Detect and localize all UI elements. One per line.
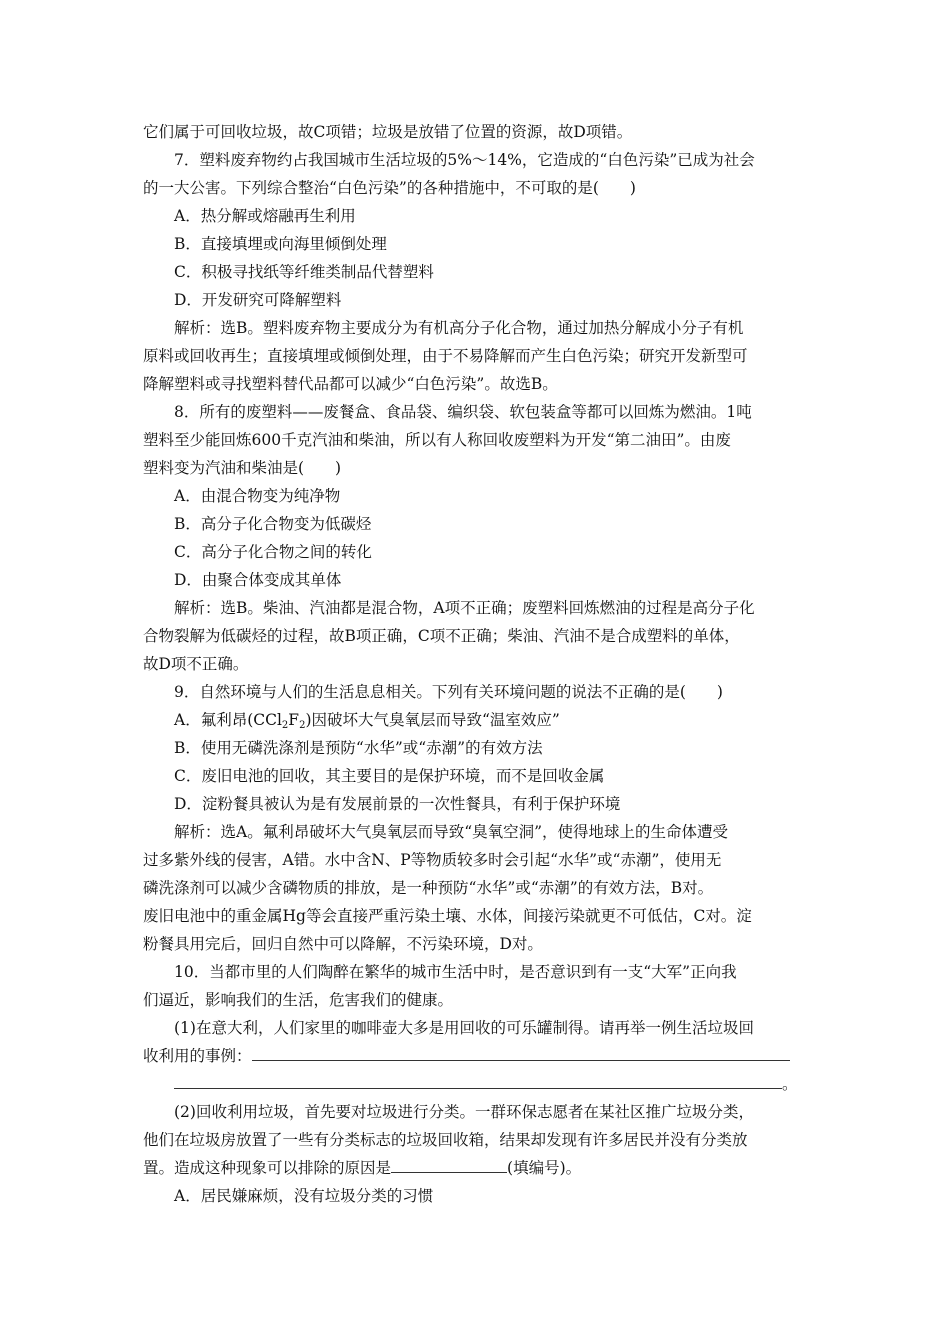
text-line: 合物裂解为低碳烃的过程，故B项正确，C项不正确；柴油、汽油不是合成塑料的单体， — [143, 627, 740, 645]
option-d: D．由聚合体变成其单体 — [174, 571, 342, 589]
fill-end: 。 — [782, 1075, 798, 1093]
formula-text: )因破坏大气臭氧层而导致“温室效应” — [305, 711, 560, 729]
sub-question-1: (1)在意大利，人们家里的咖啡壶大多是用回收的可乐罐制得。请再举一例生活垃圾回 — [174, 1019, 754, 1037]
text-line: 过多紫外线的侵害，A错。水中含N、P等物质较多时会引起“水华”或“赤潮”，使用无 — [143, 851, 722, 869]
fill-label: 置。造成这种现象可以排除的原因是 — [143, 1159, 392, 1177]
text-line: 塑料至少能回炼600千克汽油和柴油，所以有人称回收废塑料为开发“第二油田”。由废 — [143, 431, 731, 449]
option-b: B．使用无磷洗涤剂是预防“水华”或“赤潮”的有效方法 — [174, 739, 543, 757]
option-c: C．积极寻找纸等纤维类制品代替塑料 — [174, 263, 434, 281]
question-7-stem: 7．塑料废弃物约占我国城市生活垃圾的5%～14%，它造成的“白色污染”已成为社会 — [174, 151, 755, 169]
answer-blank[interactable] — [174, 1074, 782, 1089]
fill-end: (填编号)。 — [507, 1159, 582, 1177]
fill-line-3 — [143, 1158, 581, 1178]
text-line: 降解塑料或寻找塑料替代品都可以减少“白色污染”。故选B。 — [143, 375, 558, 393]
explanation: 解析：选B。塑料废弃物主要成分为有机高分子化合物，通过加热分解成小分子有机 — [174, 319, 744, 337]
explanation: 解析：选B。柴油、汽油都是混合物，A项不正确；废塑料回炼燃油的过程是高分子化 — [174, 599, 755, 617]
text-line: 塑料变为汽油和柴油是( ) — [143, 459, 342, 477]
text-line: 废旧电池中的重金属Hg等会直接严重污染土壤、水体，间接污染就更不可低估，C对。淀 — [143, 907, 752, 925]
fill-label: 收利用的事例： — [143, 1047, 252, 1065]
fill-line-1 — [143, 1046, 790, 1066]
question-9-stem: 9．自然环境与人们的生活息息相关。下列有关环境问题的说法不正确的是( ) — [174, 683, 723, 701]
answer-blank[interactable] — [391, 1158, 507, 1173]
option-a: A．居民嫌麻烦，没有垃圾分类的习惯 — [174, 1187, 434, 1205]
question-8-stem: 8．所有的废塑料——废餐盒、食品袋、编织袋、软包装盒等都可以回炼为燃油。1吨 — [174, 403, 752, 421]
option-d: D．淀粉餐具被认为是有发展前景的一次性餐具，有利于保护环境 — [174, 795, 621, 813]
option-b: B．直接填埋或向海里倾倒处理 — [174, 235, 387, 253]
subscript: 2 — [299, 720, 306, 731]
formula-text: F — [288, 711, 300, 729]
option-d: D．开发研究可降解塑料 — [174, 291, 342, 309]
text-line: 的一大公害。下列综合整治“白色污染”的各种措施中，不可取的是( ) — [143, 179, 636, 197]
subscript: 2 — [281, 720, 289, 731]
text-line: 粉餐具用完后，回归自然中可以降解，不污染环境，D对。 — [143, 935, 543, 953]
formula-text: A．氟利昂(CCl — [174, 711, 282, 729]
answer-blank[interactable] — [252, 1046, 790, 1061]
text-line: 原料或回收再生；直接填埋或倾倒处理，由于不易降解而产生白色污染；研究开发新型可 — [143, 347, 748, 365]
explanation: 解析：选A。氟利昂破坏大气臭氧层而导致“臭氧空洞”，使得地球上的生命体遭受 — [174, 823, 729, 841]
option-c: C．废旧电池的回收，其主要目的是保护环境，而不是回收金属 — [174, 767, 605, 785]
text-line: 他们在垃圾房放置了一些有分类标志的垃圾回收箱，结果却发现有许多居民并没有分类放 — [143, 1131, 748, 1149]
text-line: 磷洗涤剂可以减少含磷物质的排放，是一种预防“水华”或“赤潮”的有效方法，B对。 — [143, 879, 714, 897]
sub-question-2: (2)回收利用垃圾，首先要对垃圾进行分类。一群环保志愿者在某社区推广垃圾分类， — [174, 1103, 754, 1121]
text-line: 它们属于可回收垃圾，故C项错；垃圾是放错了位置的资源，故D项错。 — [143, 123, 633, 141]
text-line: 们逼近，影响我们的生活，危害我们的健康。 — [143, 991, 454, 1009]
option-a: A．热分解或熔融再生利用 — [174, 207, 356, 225]
option-a: A．由混合物变为纯净物 — [174, 487, 341, 505]
text-line: 故D项不正确。 — [143, 655, 249, 673]
question-10-stem: 10．当都市里的人们陶醉在繁华的城市生活中时，是否意识到有一支“大军”正向我 — [174, 963, 737, 981]
option-c: C．高分子化合物之间的转化 — [174, 543, 372, 561]
option-b: B．高分子化合物变为低碳烃 — [174, 515, 372, 533]
option-a — [174, 710, 560, 736]
fill-line-2 — [174, 1074, 798, 1094]
